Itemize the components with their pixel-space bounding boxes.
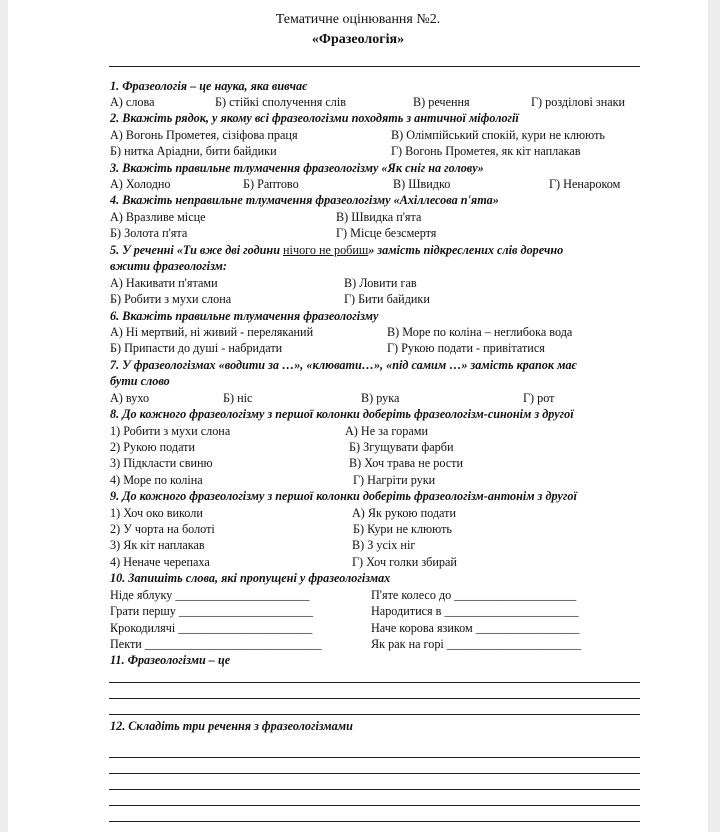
answer-line — [109, 698, 640, 699]
q3-option-d: Г) Ненароком — [549, 177, 621, 191]
q8-left-3: 3) Підкласти свиню — [110, 456, 213, 470]
worksheet-title: Тематичне оцінювання №2. — [275, 12, 441, 27]
q10-blank-left-2: Грати першу ______________________ — [110, 604, 313, 618]
q5-underlined-phrase: нічого не робиш — [283, 243, 369, 257]
q8-right-c: В) Хоч трава не рости — [349, 456, 463, 470]
q8-left-1: 1) Робити з мухи слона — [110, 424, 231, 438]
q3-option-a: А) Холодно — [110, 177, 171, 191]
q5-text-before: 5. У реченні «Ти вже дві години — [110, 243, 284, 257]
q9-left-1: 1) Хоч око виколи — [110, 506, 203, 520]
q10-blank-left-4: Пекти _____________________________ — [110, 637, 322, 651]
q10-blank-right-2: Народитися в ______________________ — [371, 604, 579, 618]
question-1: 1. Фразеологія – це наука, яка вивчає — [110, 79, 308, 93]
question-3: 3. Вкажіть правильне тлумачення фразеологізму «Як сніг на голову» — [110, 161, 484, 175]
q5-option-a: А) Накивати п'ятами — [110, 276, 218, 290]
answer-line — [109, 682, 640, 683]
q9-left-3: 3) Як кіт наплакав — [110, 538, 205, 552]
worksheet-page — [8, 0, 708, 832]
q10-blank-left-1: Ніде яблуку ______________________ — [110, 588, 310, 602]
q4-option-a: А) Вразливе місце — [110, 210, 206, 224]
q9-left-2: 2) У чорта на болоті — [110, 522, 215, 536]
q6-option-d: Г) Рукою подати - привітатися — [387, 341, 545, 355]
q3-option-b: Б) Раптово — [243, 177, 299, 191]
question-11: 11. Фразеологізми – це — [110, 653, 231, 667]
q4-option-b: Б) Золота п'ята — [110, 226, 188, 240]
q4-option-c: В) Швидка п'ята — [336, 210, 422, 224]
question-4: 4. Вкажіть неправильне тлумачення фразеологізму «Ахіллесова п'ята» — [110, 193, 499, 207]
answer-line — [109, 821, 640, 822]
q9-left-4: 4) Неначе черепаха — [110, 555, 210, 569]
title-divider — [109, 66, 640, 67]
q1-option-c: В) речення — [413, 95, 470, 109]
q8-left-2: 2) Рукою подати — [110, 440, 196, 454]
q7-option-d: Г) рот — [523, 391, 555, 405]
answer-line — [109, 805, 640, 806]
q10-blank-right-1: П'яте колесо до ____________________ — [371, 588, 577, 602]
q8-left-4: 4) Море по коліна — [110, 473, 203, 487]
question-6: 6. Вкажіть правильне тлумачення фразеологізму — [110, 309, 379, 323]
question-7-line2: бути слово — [110, 374, 170, 388]
q1-option-a: А) слова — [110, 95, 155, 109]
q2-option-d: Г) Вогонь Прометея, як кіт наплакав — [391, 144, 581, 158]
question-12: 12. Складіть три речення з фразеологізмами — [110, 719, 353, 733]
q5-option-d: Г) Бити байдики — [344, 292, 430, 306]
q6-option-c: В) Море по коліна – неглибока вода — [387, 325, 573, 339]
answer-line — [109, 757, 640, 758]
q1-option-d: Г) розділові знаки — [531, 95, 626, 109]
question-5 — [110, 243, 563, 258]
answer-line — [109, 714, 640, 715]
q10-blank-right-3: Наче корова язиком _________________ — [371, 621, 580, 635]
q6-option-a: А) Ні мертвий, ні живий - переляканий — [110, 325, 314, 339]
answer-line — [109, 789, 640, 790]
q2-option-b: Б) нитка Аріадни, бити байдики — [110, 144, 277, 158]
q5-option-b: Б) Робити з мухи слона — [110, 292, 232, 306]
question-10: 10. Запишіть слова, які пропущені у фразеологізмах — [110, 571, 391, 585]
answer-line — [109, 773, 640, 774]
q9-right-a: А) Як рукою подати — [352, 506, 456, 520]
q9-right-b: Б) Кури не клюють — [353, 522, 452, 536]
q9-right-d: Г) Хоч голки збирай — [352, 555, 457, 569]
q2-option-c: В) Олімпійський спокій, кури не клюють — [391, 128, 605, 142]
q5-text-after: » замість підкреслених слів доречно — [368, 243, 564, 257]
q7-option-b: Б) ніс — [223, 391, 253, 405]
q8-right-d: Г) Нагріти руки — [353, 473, 436, 487]
q1-option-b: Б) стійкі сполучення слів — [215, 95, 347, 109]
q8-right-a: А) Не за горами — [345, 424, 428, 438]
q6-option-b: Б) Припасти до душі - набридати — [110, 341, 283, 355]
q7-option-a: А) вухо — [110, 391, 150, 405]
q4-option-d: Г) Місце безсмертя — [336, 226, 437, 240]
question-9: 9. До кожного фразеологізму з першої колонки доберіть фразеологізм-антонім з другої — [110, 489, 577, 503]
q2-option-a: А) Вогонь Прометея, сізіфова праця — [110, 128, 298, 142]
worksheet-subtitle: «Фразеологія» — [311, 32, 405, 47]
q9-right-c: В) З усіх ніг — [352, 538, 416, 552]
question-2: 2. Вкажіть рядок, у якому всі фразеологізми походять з античної міфології — [110, 111, 519, 125]
question-8: 8. До кожного фразеологізму з першої колонки доберіть фразеологізм-синонім з другої — [110, 407, 574, 421]
q8-right-b: Б) Згущувати фарби — [349, 440, 454, 454]
q5-option-c: В) Ловити гав — [344, 276, 417, 290]
q10-blank-right-4: Як рак на горі ______________________ — [371, 637, 581, 651]
q10-blank-left-3: Крокодилячі ______________________ — [110, 621, 313, 635]
question-7: 7. У фразеологізмах «водити за …», «клювати…», «під самим …» замість крапок має — [110, 358, 577, 372]
q3-option-c: В) Швидко — [393, 177, 451, 191]
question-5-line2: вжити фразеологізм: — [110, 259, 227, 273]
q7-option-c: В) рука — [361, 391, 400, 405]
